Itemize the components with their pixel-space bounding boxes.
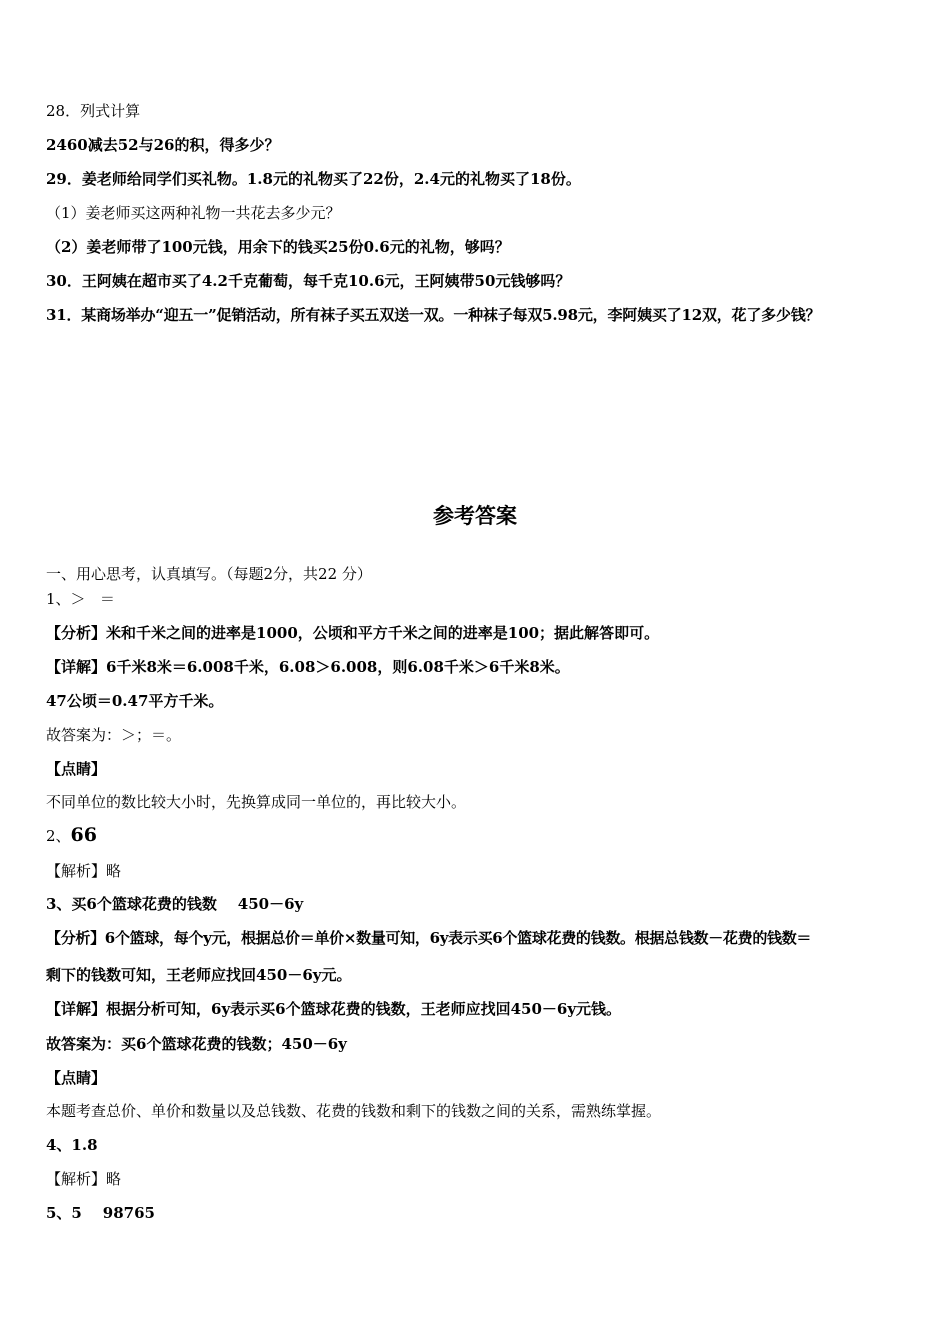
question-31: 31．某商场举办“迎五一”促销活动，所有袜子买五双送一双。一种袜子每双5.98元，李阿姨买了12双，花了多少钱？ (46, 306, 821, 324)
answer-4-analysis: 【解析】略 (46, 1170, 122, 1188)
question-28-title: 28．列式计算 (46, 102, 141, 120)
answers-heading: 参考答案 (433, 504, 517, 528)
answer-3-detail: 【详解】根据分析可知，6y表示买6个篮球花费的钱数，王老师应找回450－6y元钱。 (46, 1000, 622, 1018)
answer-1-detail-2: 47公顷＝0.47平方千米。 (46, 692, 224, 710)
answer-2-number: 2、 (46, 827, 71, 845)
answer-1-number: 1、 (46, 590, 71, 608)
answer-5: 5、5 98765 (46, 1204, 155, 1222)
question-28-body: 2460减去52与26的积，得多少？ (46, 136, 280, 154)
answer-1-tip-label: 【点睛】 (46, 760, 107, 778)
answer-3-tip-label: 【点睛】 (46, 1069, 107, 1087)
answer-2 (46, 825, 926, 846)
answer-1-value: ＞ ＝ (70, 590, 115, 608)
section-1-heading: 一、用心思考，认真填写。（每题2分，共22 分） (46, 565, 372, 583)
question-29-sub2: （2）姜老师带了100元钱，用余下的钱买25份0.6元的礼物，够吗？ (46, 238, 510, 256)
answer-2-value: 66 (70, 824, 97, 846)
answer-3: 3、买6个篮球花费的钱数 450－6y (46, 895, 304, 913)
question-29-sub1: （1）姜老师买这两种礼物一共花去多少元？ (46, 204, 341, 222)
answer-3-analysis-2: 剩下的钱数可知，王老师应找回450－6y元。 (46, 966, 352, 984)
answer-2-analysis: 【解析】略 (46, 862, 122, 880)
answer-3-analysis: 【分析】6个篮球，每个y元，根据总价＝单价×数量可知，6y表示买6个篮球花费的钱数。根据总钱数－花费的钱数＝ (46, 929, 812, 947)
question-29-title: 29．姜老师给同学们买礼物。1.8元的礼物买了22份，2.4元的礼物买了18份。 (46, 170, 581, 188)
answer-1-final: 故答案为：＞；＝。 (46, 726, 182, 744)
question-30: 30．王阿姨在超市买了4.2千克葡萄，每千克10.6元，王阿姨带50元钱够吗？ (46, 272, 571, 290)
answer-3-tip: 本题考查总价、单价和数量以及总钱数、花费的钱数和剩下的钱数之间的关系，需熟练掌握。 (46, 1102, 662, 1120)
answer-1-analysis: 【分析】米和千米之间的进率是1000，公顷和平方千米之间的进率是100；据此解答即可。 (46, 624, 660, 642)
answer-1-tip: 不同单位的数比较大小时，先换算成同一单位的，再比较大小。 (46, 793, 467, 811)
answer-1-detail: 【详解】6千米8米＝6.008千米，6.08＞6.008，则6.08千米＞6千米8米。 (46, 658, 570, 676)
answer-3-final: 故答案为：买6个篮球花费的钱数；450－6y (46, 1035, 347, 1053)
answer-1 (46, 589, 926, 609)
answer-4: 4、1.8 (46, 1136, 98, 1154)
